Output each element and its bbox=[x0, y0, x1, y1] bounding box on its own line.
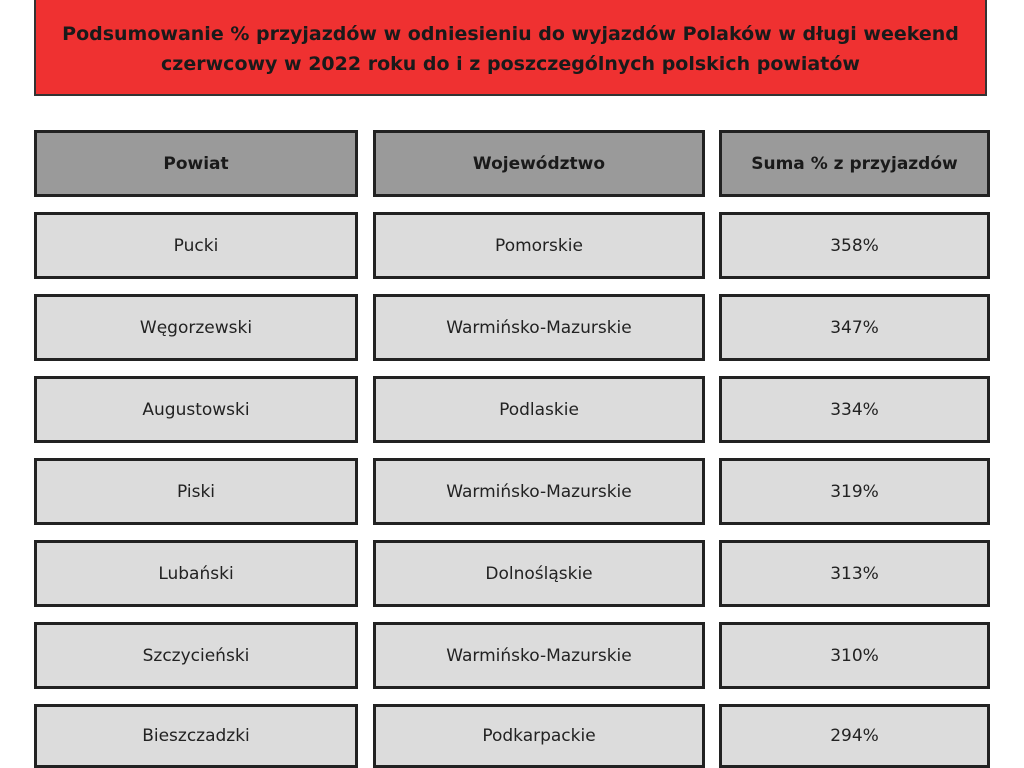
table-cell-powiat: Szczycieński bbox=[34, 622, 358, 689]
table-cell-powiat: Piski bbox=[34, 458, 358, 525]
title-banner bbox=[34, 0, 987, 96]
table-cell-powiat: Pucki bbox=[34, 212, 358, 279]
table-cell-suma: 294% bbox=[719, 704, 990, 768]
table-cell-suma: 310% bbox=[719, 622, 990, 689]
page-title: Podsumowanie % przyjazdów w odniesieniu do wyjazdów Polaków w długi weekend czerwcowy w 2022 roku do i z poszczególnych polskich powiatów bbox=[62, 23, 959, 75]
column-header-wojewodztwo: Województwo bbox=[373, 130, 705, 197]
table-cell-powiat: Augustowski bbox=[34, 376, 358, 443]
column-header-powiat: Powiat bbox=[34, 130, 358, 197]
table-cell-wojewodztwo: Dolnośląskie bbox=[373, 540, 705, 607]
table-cell-powiat: Lubański bbox=[34, 540, 358, 607]
table-cell-wojewodztwo: Pomorskie bbox=[373, 212, 705, 279]
table-cell-wojewodztwo: Podkarpackie bbox=[373, 704, 705, 768]
table-cell-suma: 313% bbox=[719, 540, 990, 607]
table-cell-suma: 347% bbox=[719, 294, 990, 361]
table-cell-wojewodztwo: Warmińsko-Mazurskie bbox=[373, 622, 705, 689]
table-cell-powiat: Węgorzewski bbox=[34, 294, 358, 361]
table-cell-wojewodztwo: Warmińsko-Mazurskie bbox=[373, 294, 705, 361]
table-cell-suma: 334% bbox=[719, 376, 990, 443]
table-cell-powiat: Bieszczadzki bbox=[34, 704, 358, 768]
table-cell-wojewodztwo: Podlaskie bbox=[373, 376, 705, 443]
table-cell-suma: 319% bbox=[719, 458, 990, 525]
table-cell-wojewodztwo: Warmińsko-Mazurskie bbox=[373, 458, 705, 525]
table-cell-suma: 358% bbox=[719, 212, 990, 279]
column-header-suma: Suma % z przyjazdów bbox=[719, 130, 990, 197]
